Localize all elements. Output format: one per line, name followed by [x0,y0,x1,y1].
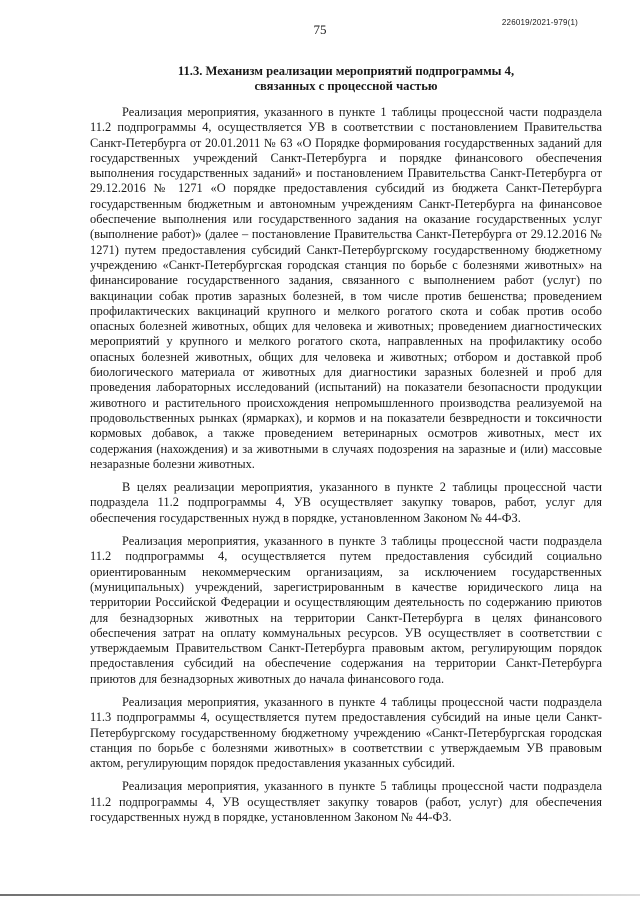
section-heading [90,64,602,94]
paragraph: Реализация мероприятия, указанного в пункте 5 таблицы процессной части подраздела 11.2 подпрограммы 4, УВ осуществляет закупку товаров (работ, услуг) для обеспечения государственных нужд в порядке, установленном Законом № 44-ФЗ. [90,779,602,825]
document-body [90,105,602,833]
heading-line-1: 11.3. Механизм реализации мероприятий подпрограммы 4, [177,64,515,78]
paragraph: Реализация мероприятия, указанного в пункте 1 таблицы процессной части подраздела 11.2 подпрограммы 4, осуществляется УВ в соответствии с постановлением Правительства Санкт-Петербурга от 20.01.2011 № 63 «О Порядке формирования государственных заданий для государственных учреждений Санкт-Петербурга и порядке финансового обеспечения выполнения государственных заданий» и постановлением Правительства Санкт-Петербурга от 29.12.2016 № 1271 «О порядке предоставления субсидий из бюджета Санкт-Петербурга государственным бюджетным и автономным учреждениям Санкт-Петербурга на финансовое обеспечение выполнения или государственного задания на оказание государственных услуг (выполнение работ)» (далее – постановление Правительства Санкт-Петербурга от 29.12.2016 № 1271) путем предоставления субсидий Санкт-Петербургскому государственному бюджетному учреждению «Санкт-Петербургская городская станция по борьбе с болезнями животных» на финансирование государственного задания, связанного с выполнением работ (услуг) по вакцинации собак против заразных болезней, в том числе против бешенства; проведением профилактических вакцинаций крупного и мелкого рогатого скота и собак против особо опасных болезней животных, общих для человека и животных; проведением диагностических мероприятий у крупного и мелкого рогатого скота, направленных на профилактику особо опасных болезней животных, общих для человека и животных; отбором и доставкой проб биологического материала от животных для диагностики заразных болезней и проб для проведения лабораторных исследований (испытаний) на показатели безопасности продукции животного и растительного происхождения непромышленного производства реализуемой на продовольственных рынках (ярмарках), и кормов и на показатели безвредности и токсичности кормовых добавок, а также проведением ветеринарных осмотров животных, мест их содержания (нахождения) и за животными в случаях подозрения на заразные и (или) массовые незаразные болезни животных. [90,105,602,471]
paragraph: Реализация мероприятия, указанного в пункте 3 таблицы процессной части подраздела 11.2 подпрограммы 4, осуществляется путем предоставления субсидий социально ориентированным некоммерческим организациям, за исключением государственных (муниципальных) учреждений, зарегистрированным в качестве юридического лица на территории Российской Федерации и осуществляющим деятельность по содержанию приютов для безнадзорных животных на территории Санкт-Петербурга в целях финансового обеспечения затрат на оплату коммунальных ресурсов. УВ осуществляет в соответствии с утверждаемым Правительством Санкт-Петербурга правовым актом, регулирующим порядок предоставления субсидий на обеспечение содержания на территории Санкт-Петербурга приютов для безнадзорных животных до начала финансового года. [90,534,602,686]
document-id: 226019/2021-979(1) [501,18,578,27]
scan-edge-line [0,894,640,896]
paragraph: В целях реализации мероприятия, указанного в пункте 2 таблицы процессной части подраздела 11.2 подпрограммы 4, УВ осуществляет закупку товаров, работ, услуг для обеспечения государственных нужд в порядке, установленном Законом № 44-ФЗ. [90,480,602,525]
heading-line-2: связанных с процессной частью [254,79,438,93]
page-number: 75 [313,22,327,37]
paragraph: Реализация мероприятия, указанного в пункте 4 таблицы процессной части подраздела 11.3 подпрограммы 4, осуществляется путем предоставления субсидий на иные цели Санкт-Петербургскому государственному бюджетному учреждению «Санкт-Петербургская городская станция по борьбе с болезнями животных» в соответствии с утверждаемым УВ правовым актом, регулирующим порядок предоставления указанных субсидий. [90,694,602,771]
